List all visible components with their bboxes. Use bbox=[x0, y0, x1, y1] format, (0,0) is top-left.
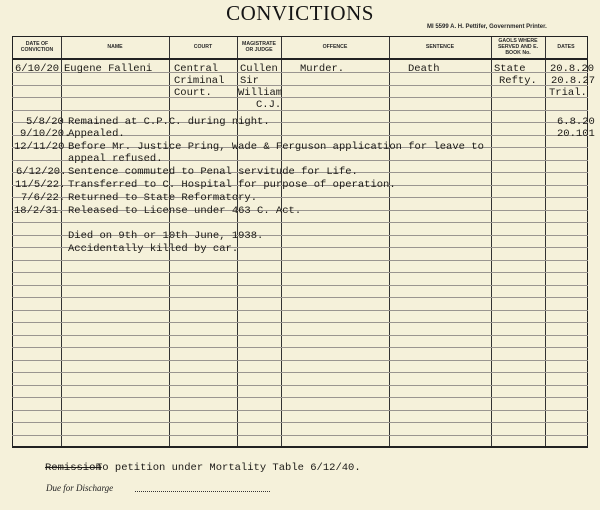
entry-court-3: Court. bbox=[174, 87, 212, 99]
page-title: CONVICTIONS bbox=[226, 1, 374, 25]
note-date-2: 9/10/20. bbox=[20, 128, 71, 140]
entry-name: Eugene Falleni bbox=[64, 63, 153, 75]
note-date-3: 12/11/20 bbox=[14, 141, 65, 153]
note-date-5: 6/12/20. bbox=[16, 166, 67, 178]
note-text-10: Died on 9th or 10th June, 1938. bbox=[68, 230, 264, 242]
note-text-8: Released to License under 463 C. Act. bbox=[68, 205, 302, 217]
entry-dates-2: 20.8.27 bbox=[551, 75, 596, 87]
note-text-4: appeal refused. bbox=[68, 153, 163, 165]
entry-gaol-2: Refty. bbox=[499, 75, 537, 87]
entry-magistrate-1: Cullen bbox=[240, 63, 278, 75]
right-date-2: 20.101 bbox=[557, 128, 595, 140]
row-rule bbox=[12, 435, 588, 436]
due-for-discharge-line bbox=[135, 491, 270, 492]
header-name: NAME bbox=[107, 44, 123, 50]
row-rule bbox=[12, 222, 588, 223]
entry-sentence: Death bbox=[408, 63, 440, 75]
entry-dates-3: Trial. bbox=[549, 87, 587, 99]
row-rule bbox=[12, 58, 588, 60]
entry-magistrate-2: Sir bbox=[240, 75, 259, 87]
footer-struck-word: Remission bbox=[45, 462, 102, 474]
row-rule bbox=[12, 347, 588, 348]
header-dates: DATES bbox=[557, 44, 575, 50]
entry-offence: Murder. bbox=[300, 63, 345, 75]
entry-magistrate-4: C.J. bbox=[256, 99, 282, 111]
header-gaols: GAOLS WHERE SERVED AND E. BOOK No. bbox=[497, 38, 539, 56]
row-rule bbox=[12, 285, 588, 286]
note-text-5: Sentence commuted to Penal servitude for Life. bbox=[68, 166, 358, 178]
row-rule bbox=[12, 110, 588, 111]
right-date-1: 6.8.20 bbox=[557, 116, 595, 128]
row-rule bbox=[12, 335, 588, 336]
row-rule bbox=[12, 360, 588, 361]
note-text-11: Accidentally killed by car. bbox=[68, 243, 239, 255]
note-text-7: Returned to State Reformatory. bbox=[68, 192, 258, 204]
row-rule bbox=[12, 446, 588, 448]
entry-dates-1: 20.8.20 bbox=[550, 63, 595, 75]
entry-court-1: Central bbox=[174, 63, 219, 75]
row-rule bbox=[12, 322, 588, 323]
footer-note: To petition under Mortality Table 6/12/40. bbox=[96, 462, 361, 474]
row-rule bbox=[12, 385, 588, 386]
header-magistrate: MAGISTRATE OR JUDGE bbox=[242, 41, 276, 53]
note-date-1: 5/8/20 bbox=[26, 116, 64, 128]
row-rule bbox=[12, 272, 588, 273]
entry-date: 6/10/20 bbox=[15, 63, 60, 75]
row-rule bbox=[12, 260, 588, 261]
note-text-2: Appealed. bbox=[68, 128, 125, 140]
row-rule bbox=[12, 422, 588, 423]
row-rule bbox=[12, 372, 588, 373]
note-text-1: Remained at C.P.C. during night. bbox=[68, 116, 270, 128]
note-text-6: Transferred to C. Hospital for purpose of operation. bbox=[68, 179, 396, 191]
row-rule bbox=[12, 310, 588, 311]
entry-gaol-1: State bbox=[494, 63, 526, 75]
row-rule bbox=[12, 397, 588, 398]
header-date: DATE OF CONVICTION bbox=[20, 41, 54, 53]
entry-court-2: Criminal bbox=[174, 75, 225, 87]
note-date-8: 18/2/31. bbox=[14, 205, 65, 217]
due-for-discharge-label: Due for Discharge bbox=[46, 483, 114, 493]
entry-magistrate-3: William bbox=[238, 87, 283, 99]
note-text-3: Before Mr. Justice Pring, Wade & Ferguson application for leave to bbox=[68, 141, 484, 153]
row-rule bbox=[12, 297, 588, 298]
row-rule bbox=[12, 410, 588, 411]
row-rule bbox=[12, 36, 588, 37]
row-rule bbox=[12, 97, 588, 98]
header-offence: OFFENCE bbox=[322, 44, 348, 50]
printer-imprint: MI 5599 A. H. Pettifer, Government Printer. bbox=[427, 24, 547, 30]
note-date-7: 7/6/22. bbox=[21, 192, 66, 204]
header-court: COURT bbox=[193, 44, 213, 50]
header-sentence: SENTENCE bbox=[425, 44, 455, 50]
note-date-6: 11/5/22. bbox=[15, 179, 66, 191]
